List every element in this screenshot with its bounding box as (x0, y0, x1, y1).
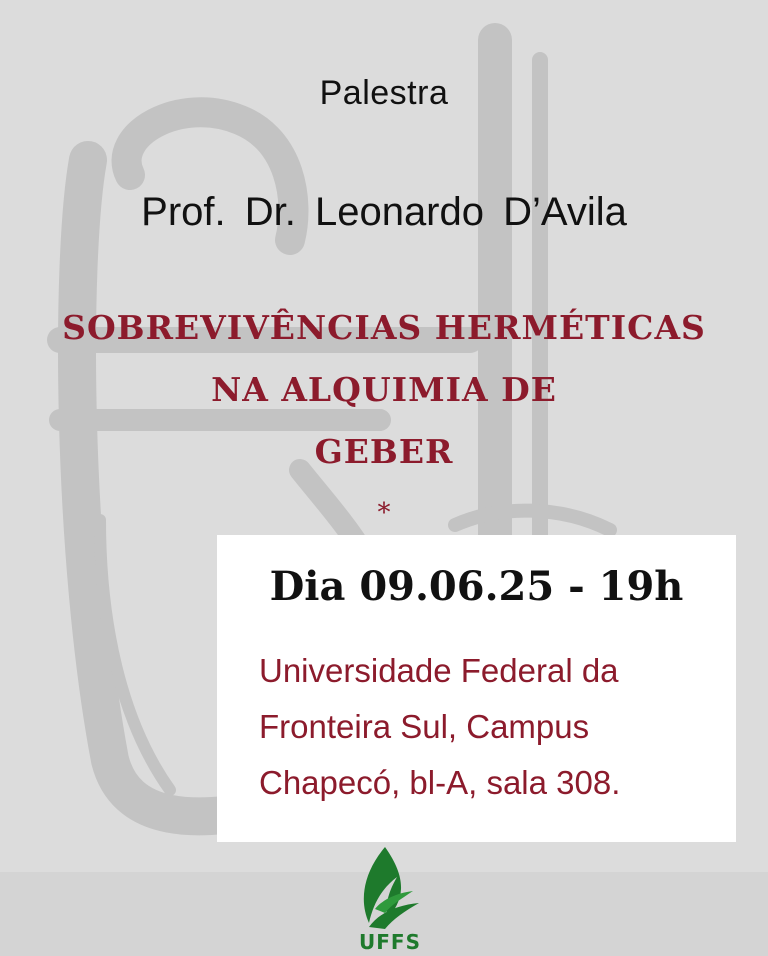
speaker-name: Prof. Dr. Leonardo D’Avila (141, 190, 627, 234)
event-details-box (217, 535, 736, 842)
event-date: Dia 09.06.25 - 19h (269, 563, 684, 610)
leaf-icon (345, 843, 435, 933)
venue-line-2: Fronteira Sul, Campus (259, 708, 590, 745)
venue-line-1: Universidade Federal da (259, 652, 619, 689)
lecture-title-line2: NA ALQUIMIA DE (211, 370, 557, 409)
asterisk-ornament: * (377, 498, 391, 528)
event-type-label: Palestra (319, 74, 449, 112)
event-venue (259, 643, 729, 811)
uffs-logo-text: UFFS (359, 930, 421, 954)
lecture-title-line1: SOBREVIVÊNCIAS HERMÉTICAS (62, 308, 706, 347)
lecture-title-line3: GEBER (314, 432, 454, 471)
uffs-logo (345, 843, 435, 956)
venue-line-3: Chapecó, bl-A, sala 308. (259, 764, 621, 801)
lecture-title (0, 297, 768, 483)
